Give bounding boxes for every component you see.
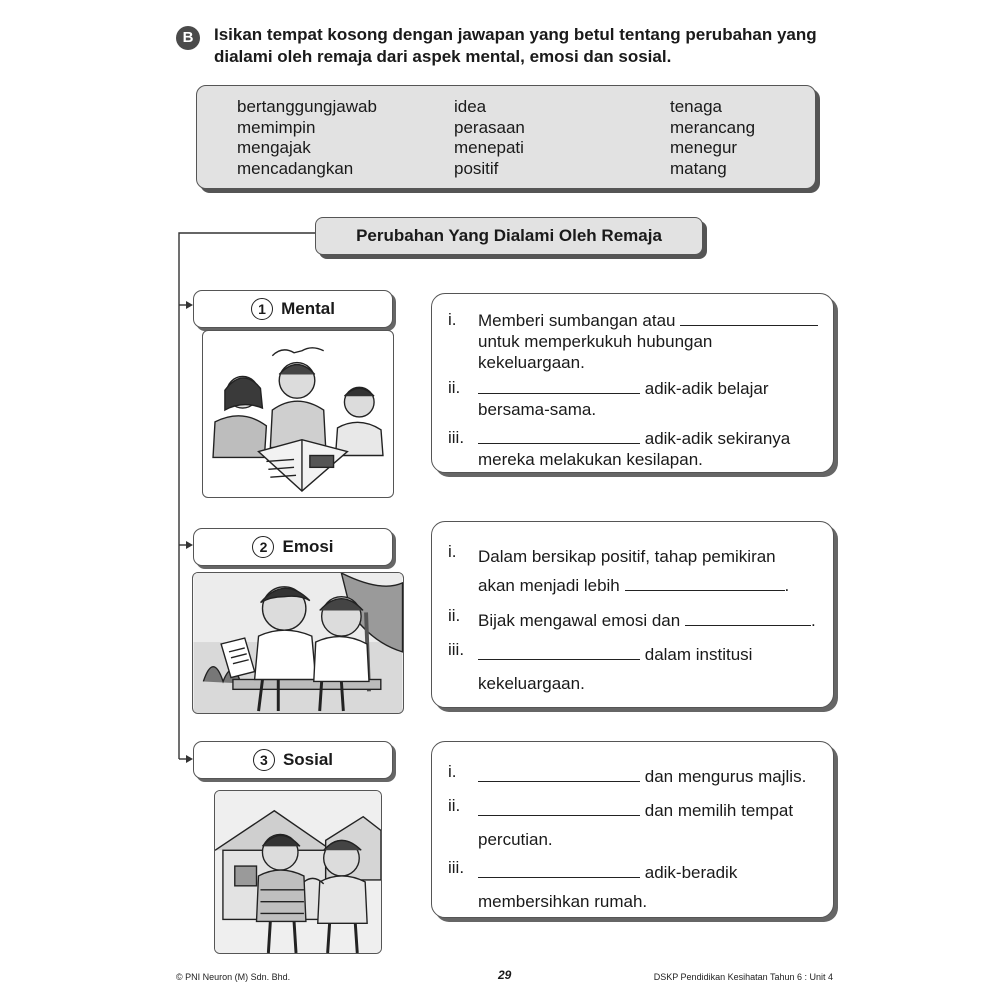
question-number: ii. [448,378,461,397]
question-number: iii. [448,858,465,877]
word-bank-word: memimpin [237,117,316,137]
question-text: dan memilih tempat [644,801,794,820]
section-badge: B [176,26,200,50]
page-number: 29 [498,968,512,982]
boys-bench-drawing [193,573,403,713]
illustration-boys-houses [214,790,382,954]
illustration-children-reading [202,330,394,498]
category-number: 3 [253,749,275,771]
question-text: Memberi sumbangan atau [478,311,676,330]
category-number: 2 [252,536,274,558]
question-text: Bijak mengawal emosi dan [478,611,681,630]
answer-blank[interactable] [680,311,818,326]
question-text: membersihkan rumah. [478,892,648,911]
answer-blank[interactable] [478,379,640,394]
question-number: i. [448,310,457,329]
question-number: ii. [448,796,461,815]
question-text: kekeluargaan. [478,674,585,693]
word-bank-word: menegur [670,138,738,157]
word-bank-word: idea [454,97,487,116]
category-label: Mental [281,299,335,318]
word-bank-word: mencadangkan [237,158,354,178]
word-bank-word: positif [454,158,499,178]
word-bank-column-2 [454,97,525,179]
category-number: 1 [251,298,273,320]
children-reading-drawing [203,331,393,497]
footer-copyright: © PNI Neuron (M) Sdn. Bhd. [176,972,291,982]
question-text: kekeluargaan. [478,353,585,372]
answer-blank[interactable] [685,611,811,626]
question-text: untuk memperkukuh hubungan [478,332,713,351]
word-bank-word: perasaan [454,117,525,137]
boys-houses-drawing [215,791,381,953]
question-text: dalam institusi [644,645,753,664]
word-bank-column-3 [670,97,755,179]
question-text: adik-beradik [644,863,738,882]
footer-book-title: DSKP Pendidikan Kesihatan Tahun 6 : Unit 4 [653,972,833,982]
questions-sosial [431,741,834,918]
question-number: iii. [448,640,465,659]
answer-blank[interactable] [478,863,640,878]
question-text: adik-adik belajar [644,379,769,398]
question-text: dan mengurus majlis. [644,767,807,786]
answer-blank[interactable] [478,767,640,782]
question-text: adik-adik sekiranya [644,429,791,448]
instruction-text: Isikan tempat kosong dengan jawapan yang betul tentang perubahan yang dialami oleh remaja dari aspek mental, emosi dan sosial. [214,25,817,66]
illustration-boys-bench [192,572,404,714]
category-sosial [193,741,393,779]
word-bank-word: mengajak [237,138,311,157]
question-text: . [810,611,816,630]
category-mental [193,290,393,328]
word-bank [196,85,816,189]
diagram-title: Perubahan Yang Dialami Oleh Remaja [315,217,703,255]
question-text: akan menjadi lebih [478,576,620,595]
word-bank-column-1 [237,97,377,179]
word-bank-word: tenaga [670,97,722,116]
category-emosi [193,528,393,566]
question-text: . [784,576,790,595]
question-text: mereka melakukan kesilapan. [478,450,703,469]
question-text: bersama-sama. [478,400,597,419]
answer-blank[interactable] [625,576,785,591]
answer-blank[interactable] [478,645,640,660]
questions-mental [431,293,834,473]
answer-blank[interactable] [478,429,640,444]
questions-emosi [431,521,834,708]
question-text: Dalam bersikap positif, tahap pemikiran [478,547,776,566]
question-text: percutian. [478,830,553,849]
question-number: iii. [448,428,465,447]
answer-blank[interactable] [478,801,640,816]
question-number: ii. [448,606,461,625]
word-bank-word: merancang [670,117,756,137]
question-number: i. [448,542,457,561]
category-label: Sosial [282,750,334,769]
word-bank-word: menepati [454,138,524,157]
question-number: i. [448,762,457,781]
word-bank-word: matang [670,158,727,178]
word-bank-word: bertanggungjawab [237,97,377,116]
category-label: Emosi [282,537,334,556]
